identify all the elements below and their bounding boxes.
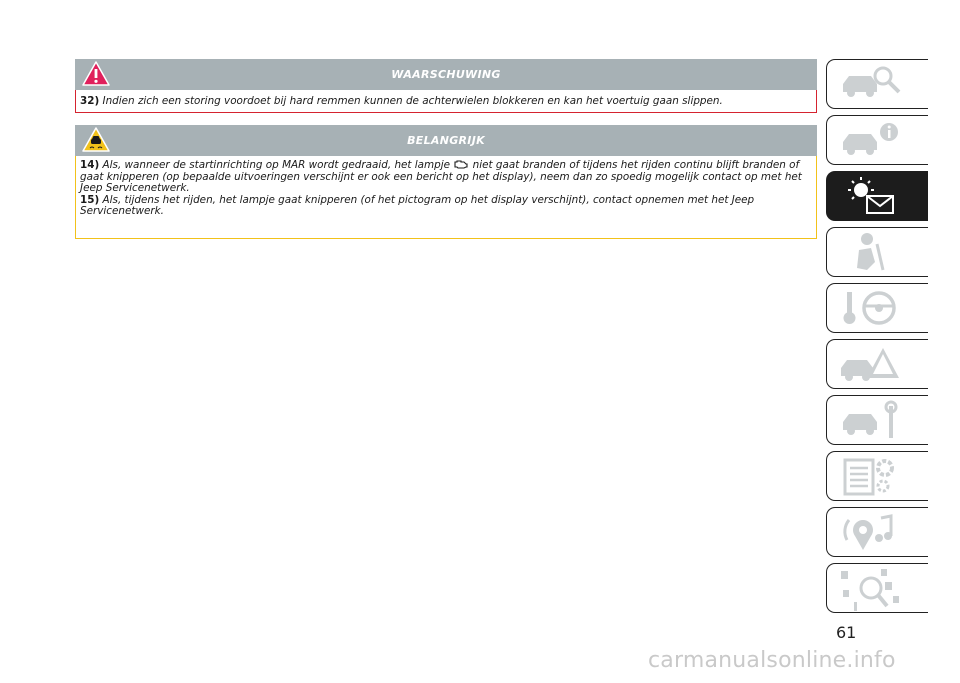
tab-airbag[interactable] [826,227,928,277]
tab-car-info[interactable] [826,115,928,165]
warning-ref: 32) [80,95,100,107]
warning-title: WAARSCHUWING [391,68,501,81]
warning-text: Indien zich een storing voordoet bij hard remmen kunnen de achterwielen blokkeren en kan het voertuig gaan slippen. [102,95,723,107]
important-body [75,156,817,239]
car-wrench-icon [837,398,907,444]
tab-multimedia[interactable] [826,507,928,557]
warning-header [75,59,817,90]
car-info-icon [837,118,907,164]
page-number: 61 [836,623,857,642]
tab-warning-lights[interactable] [826,171,928,221]
spec-sheet-gears-icon [837,454,907,500]
engine-check-icon [453,159,469,169]
car-accident-warning-icon [837,342,907,388]
important-item-14 [80,159,812,195]
watermark: carmanualsonline.info [648,648,896,673]
important-text: Als, tijdens het rijden, het lampje gaat knipperen (of het pictogram op het display verschijnt), contact opnemen met het Jeep Servicenetwerk. [80,193,755,217]
warning-body [75,90,817,113]
important-box [75,125,817,239]
media-navigation-icon [837,510,907,556]
important-text-after: niet gaat branden of tijdens het rijden continu blijft branden of gaat knipperen (op bepaalde uitvoeringen verschijnt er ook een bericht op het display), neem dan zo spoedig mogelijk contact op met het Jeep Servicenetwerk. [80,159,802,194]
airbag-seat-icon [837,230,907,276]
tab-car-search[interactable] [826,59,928,109]
tab-specifications[interactable] [826,451,928,501]
important-ref: 15) [80,193,100,206]
important-title: BELANGRIJK [407,134,485,147]
important-text-before: Als, wanneer de startinrichting op MAR wordt gedraaid, het lampje [102,159,451,171]
alphabetical-index-icon [837,566,907,612]
warning-light-message-icon [837,174,907,220]
important-header [75,125,817,156]
tab-key-steering[interactable] [826,283,928,333]
tab-index[interactable] [826,563,928,613]
car-search-icon [837,62,907,108]
warning-box [75,59,817,113]
tab-maintenance[interactable] [826,395,928,445]
key-steering-wheel-icon [837,286,907,332]
tab-accident[interactable] [826,339,928,389]
important-item-15 [80,195,812,218]
important-ref: 14) [80,159,100,171]
